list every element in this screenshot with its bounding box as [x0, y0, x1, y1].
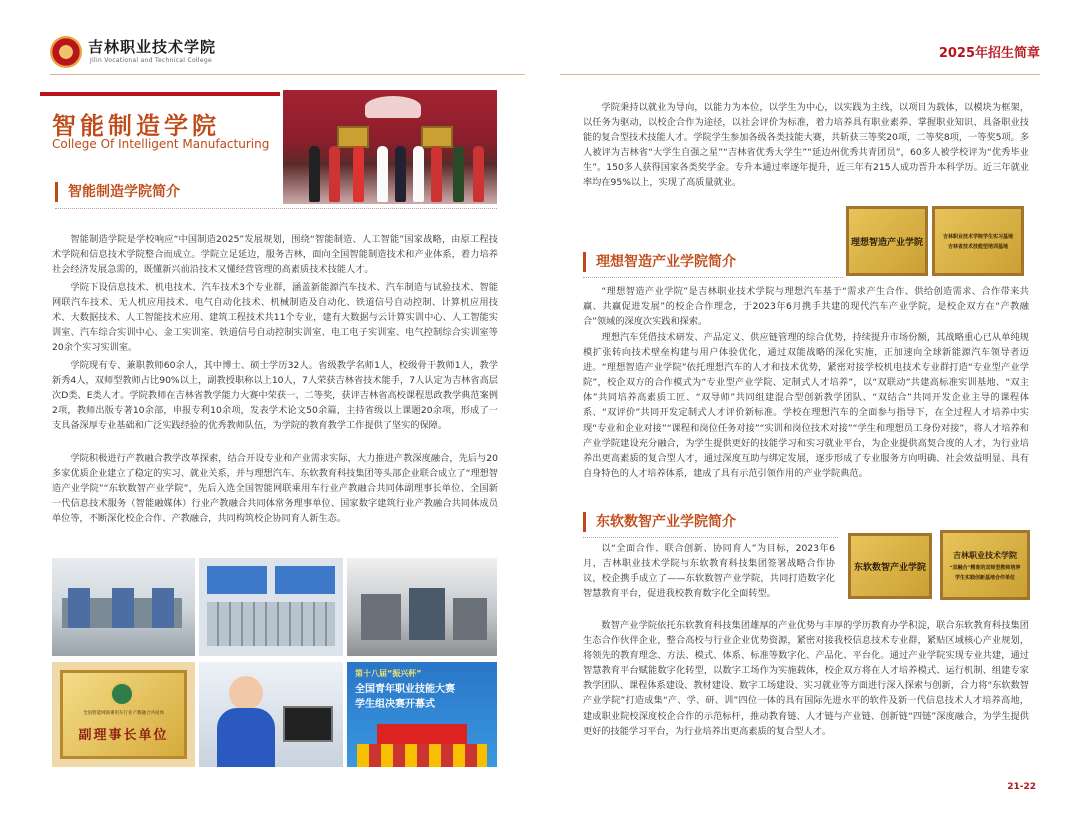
lixiang-detail-paragraph: 理想汽车凭借技术研发、产品定义、供应链管理的综合优势，持续提升市场份额，其战略重心已从单纯规模扩张转向技术壁垒构建与用户体验优化，通过双能战略的深化实施，正加速向全球新能源汽车领导者迈进。“理想智造产业学院”依托理想汽车的人才和技术优势，紧密对接学校机电技术专业群打造“专业型产业学院”，校企双方的合作模式为“专业型产业学院、定制式人才培养”，以“双联动”共建高标准实训基地、“双主体”共同培养高素质工匠、“双导师”共同组建混合型创新教学团队、“双结合”共同开发企业主导的课程体系、“双评价”共同开发定制式人才评价新标准。学校在理想汽车的全面参与指导下，在全过程人才培养中实现“专业和企业对接”“课程和岗位任务对接”“实训和岗位技术对接”“学生和理想员工身份对接”，将人才培养和产业学院建设充分融合，为学生提供更好的技能学习和实习就业平台，为企业提供高契合度的人才，为行业培养出更高素质的复合型人才，通过深度互助与绑定发展，逐步形成了专业服务方向明确、社会效益明显、具有自身特色的人才培养体系，建成了具有示范引领作用的产业学院典范。 — [583, 332, 1029, 479]
section-divider — [55, 208, 497, 209]
faculty-paragraph: 学院现有专、兼职教师60余人，其中博士、硕士学历32人。省级教学名师1人，校级骨干教师1人，教学新秀4人，双师型教师占比90%以上，副教授职称以上10人，7人荣获吉林省技术能手，7人认定为吉林省高层次D类、E类人才。学院教师在吉林省教学能力大赛中荣获一、二等奖，获评吉林省高校课程思政教学典范案例2项，教师出版专著10余部，申报专利10余项，发表学术论文50余篇，主持省级以上课题20余项，形成了一支具备深厚专业基础和广泛实践经验的优秀教师队伍，为学院的教育教学工作提供了坚实的保障。 — [52, 360, 498, 432]
school-name: 吉林职业技术学院 — [88, 38, 217, 56]
outcomes-paragraph: 学院秉持以就业为导向，以能力为本位，以学生为中心，以实践为主线，以项目为载体，以模块为框架，以任务为驱动，以校企合作为途径，以社会评价为标准，着力培养具有职业素养、掌握职业知识、具备职业技能的复合型技术技能人才。学院学生参加各级各类技能大赛，共斩获三等奖20项，二等奖8项，一等奖5项。多人被评为吉林省“大学生自强之星”“吉林省优秀大学生”“延边州优秀共青团员”，60多人被学校评为“优秀毕业生”。150多人获得国家各类奖学金。专升本通过率逐年提升，近三年有215人成功晋升本科学历。近三年就业率均在95%以上，实现了高质量就业。 — [583, 102, 1030, 189]
page-number: 21-22 — [1007, 782, 1036, 792]
industry-paragraph: 学院积极进行产教融合教学改革探索，结合开设专业和产业需求实际，大力推进产教深度融合，先后与20多家优质企业建立了稳定的实习、就业关系，并与理想汽车、东软教育科技集团等头部企业联合成立了“理想智造产业学院”“东软数智产业学院”，先后入选全国智能网联乘用车行业产教融合共同体副理事长单位、全国新一代信息技术服务（智能融媒体）行业产教融合共同体常务理事单位、国家数字建筑行业产教融合共同体成员单位等，不断深化校企合作、产教融合，共同构筑校企协同育人新生态。 — [52, 453, 498, 525]
school-logo-icon — [50, 36, 82, 68]
lixiang-intro-paragraph: “理想智造产业学院”是吉林职业技术学院与理想汽车基于“需求产生合作、供给创造需求、合作带来共赢、共赢促进发展”的校企合作理念，于2023年6月携手共建的现代汽车产业学院，是校企双方在“产教融合”领域的深度次实践和探索。 — [583, 286, 1029, 328]
award-emblem-icon — [110, 682, 134, 706]
award-plaque-org: 全国智能网联乘用车行业产教融合共同体 — [83, 711, 164, 716]
dongruan-detail-paragraph: 数智产业学院依托东软教育科技集团雄厚的产业优势与丰厚的学历教育办学积淀，联合东软教育科技集团生态合作伙伴企业，整合高校与行业企业优势资源，紧密对接我校信息技术专业群，紧贴区域核心产业规划，将领先的教育理念、方法、模式、体系、标准等数字化、产品化、平台化。通过产业学院实现专业共建，通过智慧教育平台赋能数字化转型，以数字工场作为实施载体，校企双方将在人才培养模式、运行机制、组建专家教学团队、课程体系建设、教材建设、数字工场建设、实习就业等方面进行深入探索与创新，合力将“东软数智产业学院”打造成集“产、学、研、训”四位一体的具有国际先进水平的软件及新一代信息技术人才培养高地，建成职业院校深度校企合作的示范标杆，推动教育链、人才链与产业链、创新链“四链”深度融合，为学生提供更好的技能学习平台，为行业培养出更高素质的复合型人才。 — [583, 620, 1029, 737]
base-plaque — [932, 206, 1024, 276]
ceremony-photo — [283, 90, 497, 204]
cooperation-plaque-line-1: “双融合”精准的双师型教师培养 — [949, 564, 1021, 571]
header-divider-left — [50, 74, 525, 75]
section-heading-lixiang: 理想智造产业学院简介 — [583, 252, 736, 272]
contest-caption-2: 全国青年职业技能大赛 — [355, 684, 455, 695]
section-divider — [583, 277, 843, 278]
contest-caption-3: 学生组决赛开幕式 — [355, 699, 435, 710]
section-heading-college: 智能制造学院简介 — [55, 182, 180, 202]
dongruan-intro-paragraph: 以“全面合作、联合创新、协同育人”为目标，2023年6月，吉林职业技术学院与东软教育科技集团签署战略合作协议，校企携手成立了——东软数智产业学院，共同打造数字化智慧教育平台，促进我校教育数字化全面转型。 — [583, 543, 835, 600]
dongruan-plaque-text: 东软数智产业学院 — [853, 562, 926, 573]
majors-paragraph: 学院下设信息技术、机电技术、汽车技术3个专业群，涵盖新能源汽车技术、汽车制造与试验技术、智能网联汽车技术、无人机应用技术、电气自动化技术、机械制造及自动化、铁道信号自动控制、计算机应用技术、大数据技术、人工智能技术应用、建筑工程技术共11个专业，建有大数据与云计算实训中心、人工智能实训室、汽车综合实训中心、金工实训室、铁道信号自动控制实训室、电工电子实训室、电气控制综合实训室等20余个实习实训室。 — [52, 282, 498, 354]
base-plaque-line-2: 吉林省技术技能型培训基地 — [947, 243, 1008, 250]
college-intro-paragraph: 智能制造学院是学校响应“中国制造2025”发展规划，围绕“智能制造、人工智能”国家战略，由原工程技术学院和信息技术学院整合而成立。学院立足延边，服务吉林，面向全国智能制造技术和产业体系，着力培养社会经济发展急需的，既懂新兴前沿技术又懂经营管理的高素质技术技能人才。 — [52, 234, 498, 276]
cooperation-plaque-line-2: 学生实践创新基地合作单位 — [954, 574, 1015, 581]
section-divider — [583, 537, 838, 538]
lixiang-plaque — [846, 206, 928, 276]
header-divider-right — [560, 74, 1040, 75]
college-title-en: College Of Intelligent Manufacturing — [52, 137, 270, 151]
page-header — [0, 0, 1080, 78]
photo-machining-lab — [347, 558, 497, 656]
photo-electrical-lab — [199, 558, 343, 656]
cooperation-plaque-name: 吉林职业技术学院 — [953, 549, 1017, 560]
title-accent-bar — [40, 92, 280, 96]
college-title-cn: 智能制造学院 — [52, 111, 220, 140]
dongruan-plaque — [848, 533, 932, 599]
cooperation-plaque — [940, 530, 1030, 600]
photo-student-training — [199, 662, 343, 767]
photo-workshop — [52, 558, 195, 656]
brochure-title: 2025年招生简章 — [938, 46, 1040, 61]
award-plaque-text: 副理事长单位 — [78, 728, 169, 743]
school-name-en: Jilin Vocational and Technical College — [90, 57, 212, 64]
lixiang-plaque-text: 理想智造产业学院 — [850, 237, 923, 248]
photo-skills-contest — [347, 662, 497, 767]
contest-caption-1: 第十八届“振兴杯” — [355, 669, 422, 678]
photo-award-plaque — [52, 662, 195, 767]
section-heading-dongruan: 东软数智产业学院简介 — [583, 512, 736, 532]
base-plaque-line-1: 吉林职业技术学院学生实习基地 — [942, 233, 1013, 240]
